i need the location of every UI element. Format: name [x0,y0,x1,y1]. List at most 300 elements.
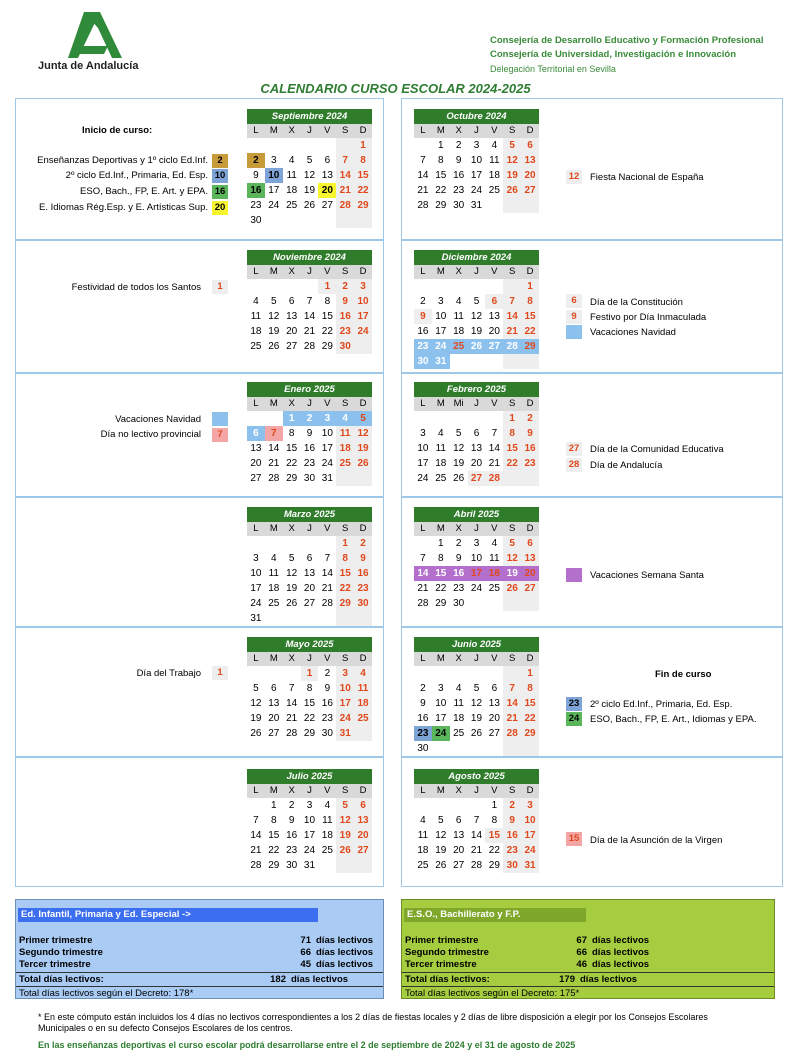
header-line-1: Consejería de Desarrollo Educativo y Formación Profesional [490,35,764,46]
day-cell: 29 [303,728,316,739]
day-cell: 7 [420,553,426,564]
right-row-1-value: 67 [576,935,587,946]
empty-cell [414,411,432,426]
day-cell: 23 [336,324,354,339]
weekday-label: X [288,125,295,136]
day-cell: 10 [336,681,354,696]
day-cell: 30 [417,743,429,754]
day-cell: 5 [270,296,277,307]
empty-cell [283,138,301,153]
day-cell: 14 [470,830,483,841]
weekday-label: D [526,125,534,136]
left-row-3-label: Tercer trimestre [19,959,91,970]
day-cell: 17 [268,185,280,196]
weekday-label: V [491,523,498,534]
day-cell: 28 [286,728,298,739]
day-cell: 30 [250,215,262,226]
ene-swatch-provincial: 7 [212,428,228,442]
month-title: Diciembre 2024 [414,250,539,265]
day-cell: 25 [488,185,500,196]
day-cell: 13 [521,551,539,566]
day-cell: 19 [354,441,372,456]
weekday-label: D [359,398,367,409]
weekday-label: L [420,785,426,796]
empty-cell [336,471,354,486]
day-cell: 22 [521,711,539,726]
day-cell: 24 [321,458,333,469]
month-title: Febrero 2025 [414,382,539,397]
day-grid [414,798,539,873]
day-cell: 16 [521,441,539,456]
empty-cell [283,666,301,681]
day-cell: 26 [468,339,486,354]
day-cell: 21 [503,711,521,726]
day-cell: 10 [354,294,372,309]
day-cell: 4 [253,296,259,307]
empty-cell [247,536,265,551]
day-cell: 28 [470,860,483,871]
weekday-label: X [288,653,295,664]
empty-cell [503,666,521,681]
day-cell: 27 [303,598,316,609]
day-cell: 27 [468,471,486,486]
inicio-label-3: ESO, Bach., FP, E. Art. y EPA. [80,186,208,197]
left-total-unit: días lectivos [291,974,349,985]
empty-cell [521,596,539,611]
day-cell: 6 [306,553,313,564]
empty-cell [301,213,319,228]
month-noviembre [247,250,372,354]
day-cell: 4 [491,140,498,151]
header-line-2: Consejería de Universidad, Investigación e Innovación [490,49,737,60]
day-cell: 19 [268,326,280,337]
day-cell: 11 [489,155,500,166]
day-cell: 20 [488,326,500,337]
weekday-label: D [526,785,534,796]
day-cell: 9 [420,698,426,709]
month-julio [247,769,372,873]
day-cell: 28 [503,726,521,741]
day-cell: 9 [253,170,259,181]
day-cell: 20 [453,845,465,856]
day-cell: 21 [488,458,500,469]
day-grid [414,536,539,611]
day-cell: 22 [336,581,354,596]
weekday-label: L [253,523,259,534]
dic-note-3: Vacaciones Navidad [590,327,676,338]
right-total-label: Total días lectivos: [405,974,490,985]
day-cell: 1 [354,138,372,153]
day-cell: 15 [268,830,280,841]
day-cell: 29 [354,198,372,213]
day-cell: 17 [417,458,429,469]
empty-cell [432,279,450,294]
inicio-label-2: 2º ciclo Ed.Inf., Primaria, Ed. Esp. [65,170,208,181]
day-cell: 28 [417,200,429,211]
day-cell: 8 [354,153,372,168]
right-total-value: 179 [559,974,575,985]
weekday-label: Mi [453,398,464,409]
weekday-label: S [342,653,349,664]
empty-cell [318,611,336,626]
ago-note: Día de la Asunción de la Virgen [590,835,723,846]
day-cell: 20 [521,566,539,581]
empty-cell [354,471,372,486]
day-cell: 2 [336,279,354,294]
day-cell: 18 [250,326,262,337]
day-cell: 9 [455,553,462,564]
day-cell: 8 [437,553,444,564]
inicio-swatch-4: 20 [212,201,228,215]
day-cell: 9 [354,551,372,566]
day-grid [414,279,539,369]
day-cell: 20 [318,183,336,198]
right-total-unit: días lectivos [580,974,638,985]
day-cell: 24 [521,843,539,858]
empty-cell [485,741,503,756]
feb-note-2: Día de Andalucía [590,460,663,471]
fin-swatch-1: 23 [566,697,582,711]
day-cell: 27 [521,581,539,596]
right-row-2-label: Segundo trimestre [405,947,489,958]
day-cell: 14 [250,830,262,841]
left-row-1-value: 71 [300,935,311,946]
day-cell: 7 [336,153,354,168]
day-cell: 13 [470,443,483,454]
day-cell: 2 [521,411,539,426]
day-cell: 12 [354,426,372,441]
left-row-3-unit: días lectivos [316,959,374,970]
weekday-label: J [474,523,479,534]
left-decreto: Total días lectivos según el Decreto: 178* [19,988,194,999]
day-cell: 13 [453,830,465,841]
day-cell: 11 [435,443,446,454]
day-cell: 7 [503,681,521,696]
empty-cell [301,536,319,551]
weekday-header [247,397,372,411]
day-cell: 2 [247,153,265,168]
weekday-label: S [342,125,349,136]
day-cell: 29 [321,341,333,352]
day-cell: 23 [303,458,316,469]
day-cell: 22 [521,324,539,339]
weekday-label: L [420,266,426,277]
day-cell: 3 [336,666,354,681]
day-cell: 14 [286,698,298,709]
day-cell: 9 [324,683,331,694]
day-cell: 7 [503,294,521,309]
day-cell: 19 [503,168,521,183]
weekday-label: J [307,266,312,277]
weekday-label: L [253,785,259,796]
day-cell: 26 [503,183,521,198]
weekday-label: L [253,125,259,136]
day-cell: 20 [488,713,500,724]
weekday-label: J [307,653,312,664]
day-cell: 3 [473,140,480,151]
day-cell: 8 [491,815,498,826]
day-cell: 1 [270,800,277,811]
day-cell: 9 [414,309,432,324]
day-cell: 25 [354,711,372,726]
weekday-label: S [509,653,516,664]
empty-cell [414,666,432,681]
month-febrero [414,382,539,486]
day-cell: 28 [303,341,316,352]
day-cell: 30 [503,858,521,873]
day-cell: 18 [336,441,354,456]
day-cell: 19 [286,583,298,594]
day-cell: 6 [247,426,265,441]
day-cell: 23 [414,339,432,354]
weekday-label: V [491,125,498,136]
day-cell: 29 [286,473,298,484]
day-cell: 24 [303,845,316,856]
day-cell: 3 [306,800,313,811]
day-cell: 15 [321,311,333,322]
day-cell: 27 [485,339,503,354]
weekday-header [247,265,372,279]
empty-cell [336,611,354,626]
fin-swatch-2: 24 [566,712,582,726]
empty-cell [450,411,468,426]
month-title: Junio 2025 [414,637,539,652]
day-cell: 24 [268,200,280,211]
month-title: Noviembre 2024 [247,250,372,265]
day-cell: 16 [453,170,465,181]
empty-cell [265,666,283,681]
day-cell: 16 [247,183,265,198]
day-cell: 1 [318,279,336,294]
empty-cell [354,858,372,873]
weekday-label: V [324,266,331,277]
day-cell: 27 [250,473,262,484]
left-row-3-value: 45 [300,959,311,970]
inicio-swatch-3: 16 [212,185,228,199]
weekday-label: D [526,266,534,277]
day-cell: 30 [453,598,465,609]
day-cell: 27 [488,728,500,739]
empty-cell [318,858,336,873]
empty-cell [336,858,354,873]
day-cell: 2 [354,536,372,551]
day-cell: 22 [303,713,316,724]
day-cell: 10 [521,813,539,828]
empty-cell [283,213,301,228]
weekday-label: D [359,523,367,534]
day-cell: 14 [303,311,316,322]
day-cell: 18 [268,583,280,594]
summary-right-head: E.S.O., Bachillerato y F.P. [404,908,586,922]
day-cell: 8 [336,551,354,566]
day-cell: 23 [453,583,465,594]
day-cell: 12 [303,170,316,181]
empty-cell [450,354,468,369]
day-cell: 15 [521,309,539,324]
empty-cell [301,279,319,294]
left-divider-2 [16,986,383,987]
weekday-label: M [436,653,445,664]
day-cell: 17 [336,696,354,711]
day-cell: 15 [435,170,447,181]
weekday-label: M [436,125,445,136]
day-cell: 29 [521,726,539,741]
day-cell: 11 [286,170,297,181]
day-cell: 6 [324,155,331,166]
empty-cell [485,596,503,611]
right-divider-2 [402,986,774,987]
empty-cell [354,726,372,741]
empty-cell [485,666,503,681]
day-cell: 31 [521,858,539,873]
footnote: * En este cómputo están incluidos los 4 días no lectivos correspondientes a los 2 días de fiestas locales y 2 días de libre disposición a elegir por los Consejos Escolares Municipales o en su defecto Consejos Escolares de los centros. [38,1012,708,1033]
day-cell: 18 [435,458,447,469]
day-cell: 17 [435,326,447,337]
weekday-label: J [307,785,312,796]
day-cell: 3 [521,798,539,813]
day-cell: 26 [250,728,262,739]
empty-cell [414,279,432,294]
day-cell: 29 [488,860,500,871]
day-cell: 27 [354,843,372,858]
day-cell: 16 [286,830,298,841]
empty-cell [414,536,432,551]
month-diciembre [414,250,539,369]
empty-cell [336,213,354,228]
day-cell: 24 [432,726,450,741]
may-note: Día del Trabajo [136,668,201,679]
day-cell: 27 [268,728,280,739]
day-cell: 8 [306,683,313,694]
weekday-label: V [324,398,331,409]
empty-cell [450,279,468,294]
weekday-label: S [509,523,516,534]
empty-cell [318,536,336,551]
weekday-label: S [509,125,516,136]
day-cell: 23 [321,713,333,724]
day-cell: 25 [435,473,447,484]
day-cell: 5 [306,155,313,166]
day-cell: 23 [250,200,262,211]
day-cell: 3 [270,155,277,166]
header-line-3: Delegación Territorial en Sevilla [490,64,616,74]
weekday-label: X [455,125,462,136]
day-cell: 18 [354,696,372,711]
day-cell: 17 [321,443,333,454]
left-total-value: 182 [270,974,286,985]
day-cell: 12 [503,551,521,566]
day-cell: 21 [417,185,429,196]
day-cell: 20 [303,583,316,594]
summary-left-head: Ed. Infantil, Primaria y Ed. Especial -> [18,908,318,922]
empty-cell [265,213,283,228]
day-cell: 25 [336,456,354,471]
day-cell: 26 [336,843,354,858]
day-cell: 10 [417,443,429,454]
day-cell: 13 [488,698,500,709]
day-cell: 15 [503,441,521,456]
weekday-label: X [455,785,462,796]
empty-cell [450,798,468,813]
day-cell: 20 [521,168,539,183]
day-cell: 20 [354,828,372,843]
day-cell: 7 [473,815,480,826]
day-cell: 5 [503,138,521,153]
oct-swatch: 12 [566,170,582,184]
month-junio [414,637,539,756]
footnote-deportivas: En las enseñanzas deportivas el curso escolar podrá desarrollarse entre el 2 de septiembre de 2024 y el 31 de agosto de 2025 [38,1040,576,1050]
weekday-label: M [269,398,278,409]
day-cell: 15 [521,696,539,711]
empty-cell [354,213,372,228]
day-cell: 1 [283,411,301,426]
day-cell: 18 [485,566,503,581]
weekday-label: V [491,653,498,664]
day-cell: 6 [473,428,480,439]
day-cell: 29 [336,596,354,611]
dic-note-2: Festivo por Día Inmaculada [590,312,707,323]
dic-swatch-navidad [566,325,582,339]
weekday-header [414,265,539,279]
day-cell: 11 [268,568,279,579]
day-cell: 22 [354,183,372,198]
day-cell: 8 [270,815,277,826]
weekday-label: S [342,398,349,409]
day-cell: 19 [336,828,354,843]
day-cell: 12 [250,698,262,709]
empty-cell [247,411,265,426]
day-cell: 27 [453,860,465,871]
day-cell: 4 [437,428,444,439]
day-cell: 21 [503,324,521,339]
day-cell: 2 [324,668,331,679]
weekday-header [414,784,539,798]
weekday-label: J [307,398,312,409]
day-cell: 21 [321,583,333,594]
day-cell: 22 [268,845,280,856]
empty-cell [521,354,539,369]
day-cell: 28 [336,198,354,213]
logo-text: Junta de Andalucía [38,60,139,72]
weekday-label: D [526,523,534,534]
day-cell: 10 [250,568,262,579]
weekday-label: M [269,266,278,277]
day-cell: 26 [268,341,280,352]
abr-note: Vacaciones Semana Santa [590,570,704,581]
day-cell: 21 [470,845,483,856]
weekday-label: M [436,398,445,409]
day-cell: 24 [250,598,262,609]
day-cell: 24 [470,583,483,594]
ene-note-1: Vacaciones Navidad [115,414,201,425]
day-cell: 3 [253,553,259,564]
day-cell: 17 [303,830,316,841]
feb-swatch-2: 28 [566,458,582,472]
day-cell: 4 [491,538,498,549]
day-cell: 6 [354,798,372,813]
month-abril [414,507,539,611]
empty-cell [450,666,468,681]
month-title: Septiembre 2024 [247,109,372,124]
day-cell: 7 [265,426,283,441]
day-cell: 26 [303,200,316,211]
inicio-label-4: E. Idiomas Rég.Esp. y E. Artísticas Sup. [39,202,208,213]
weekday-label: S [342,785,349,796]
empty-cell [468,798,486,813]
feb-note-1: Día de la Comunidad Educativa [590,444,724,455]
day-cell: 11 [354,681,372,696]
day-cell: 20 [268,713,280,724]
